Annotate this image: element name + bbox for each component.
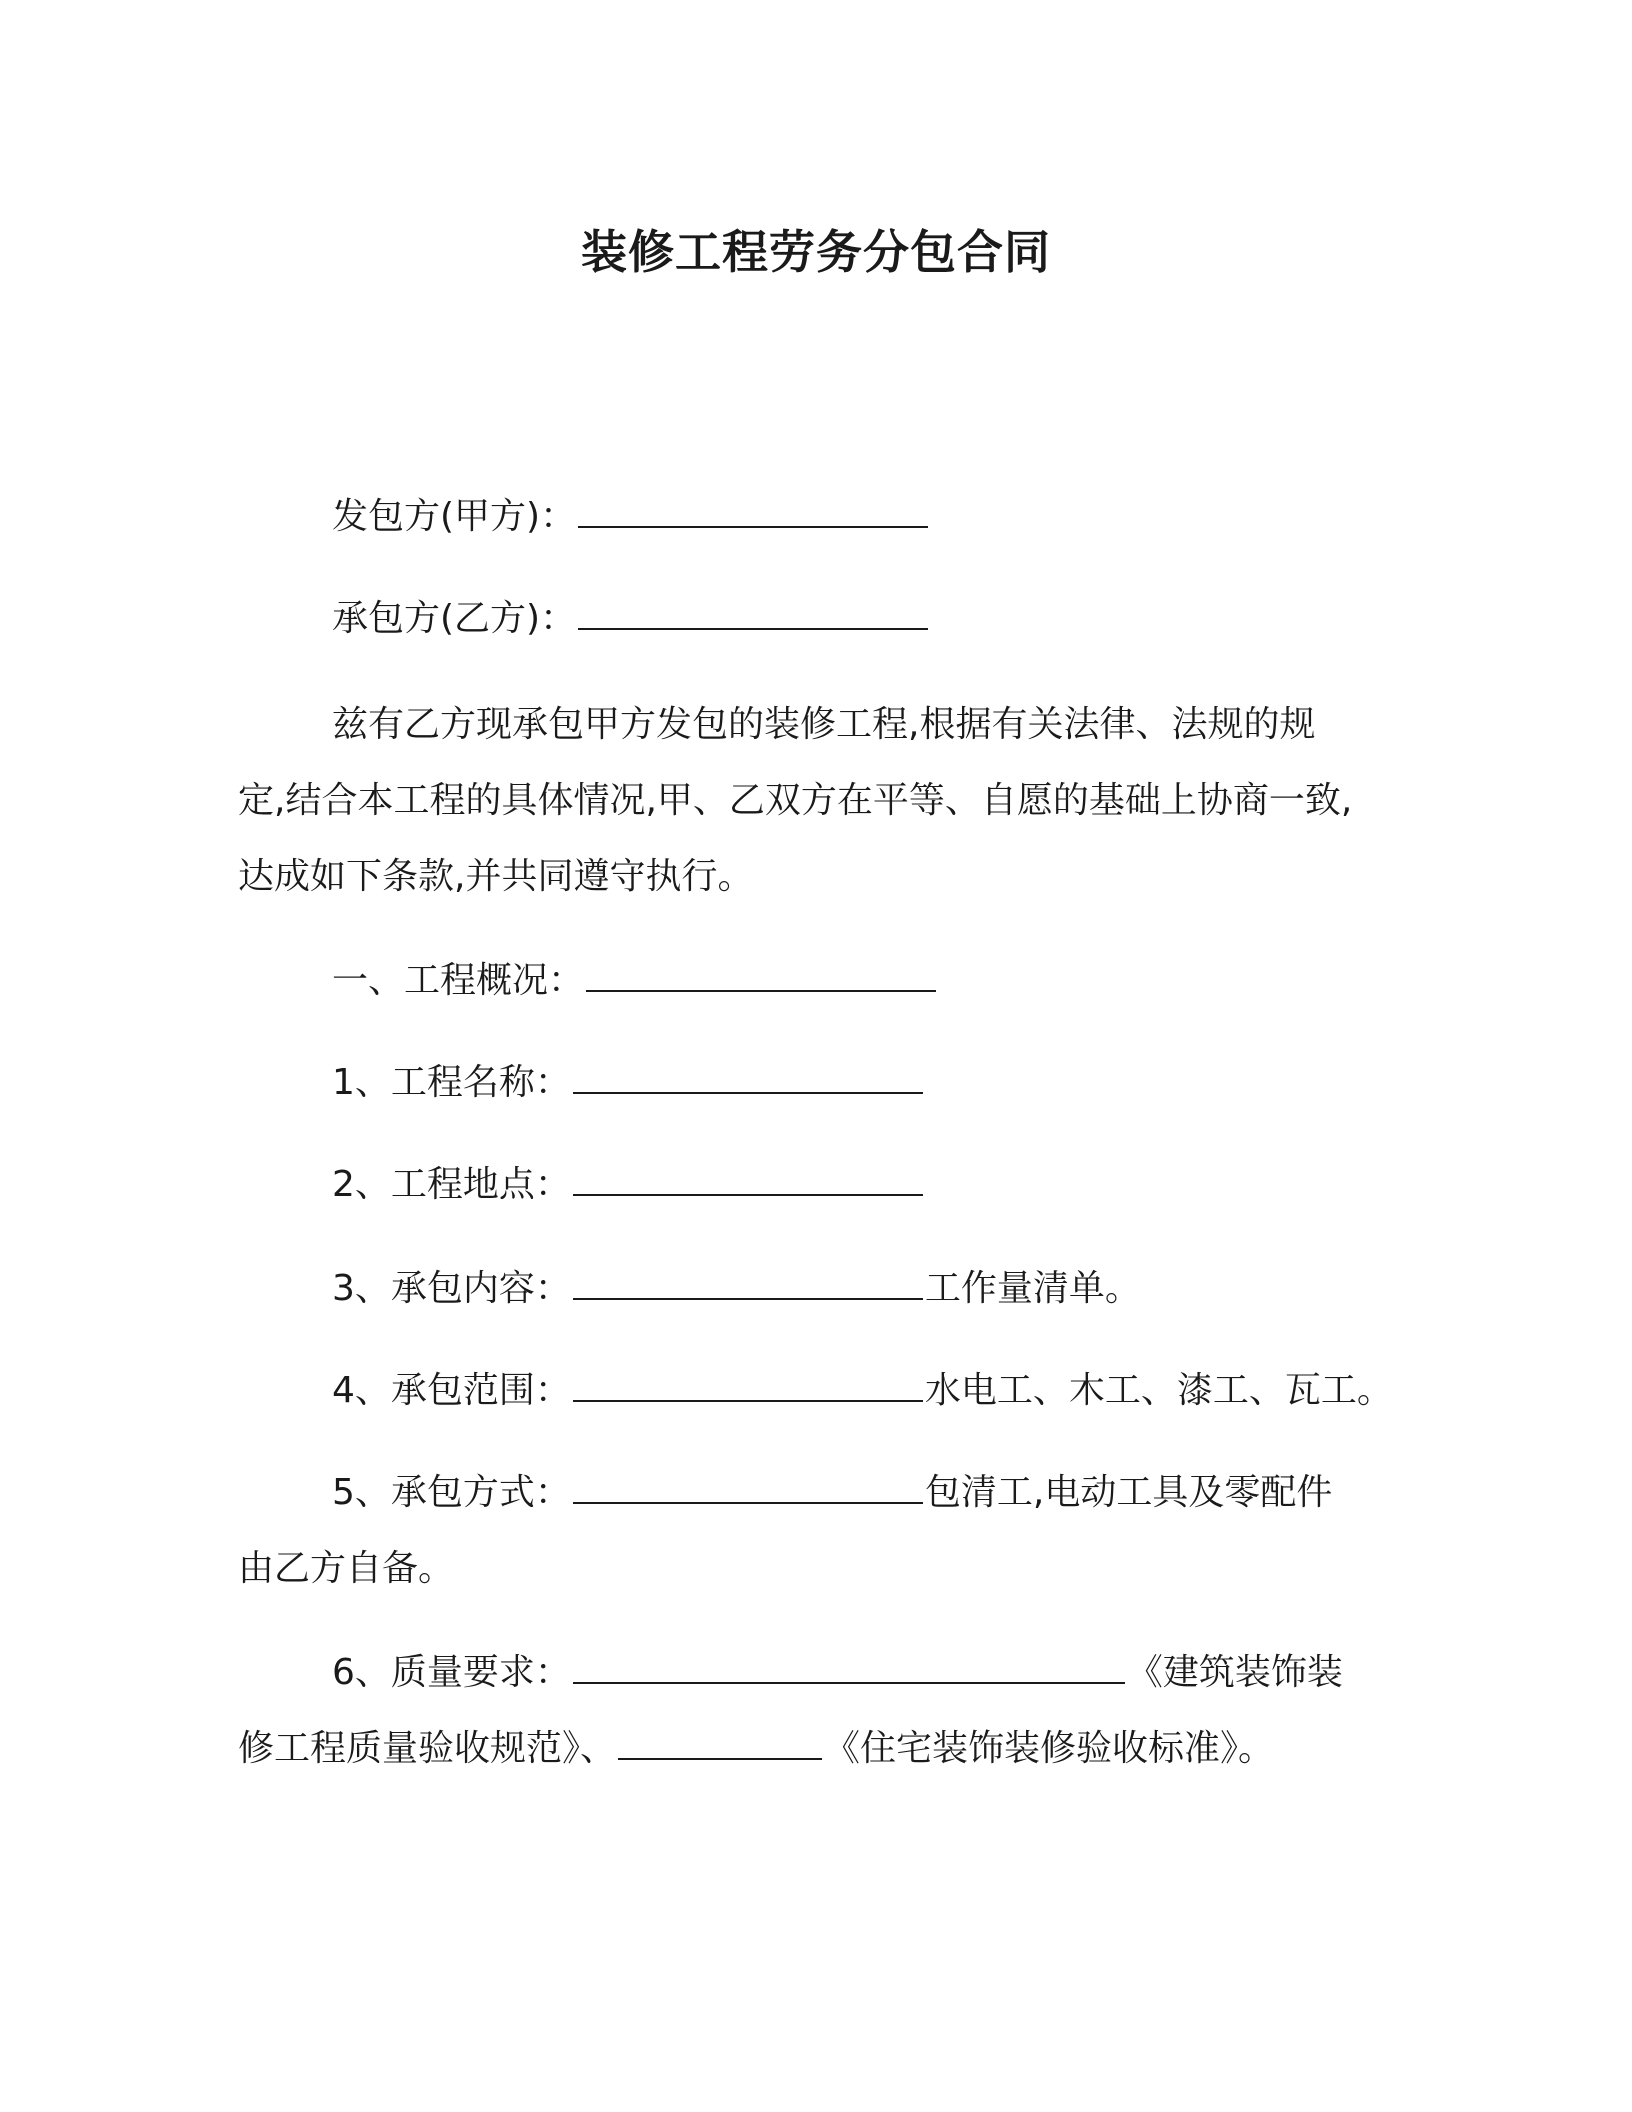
preamble-line-1: 兹有乙方现承包甲方发包的装修工程,根据有关法律、法规的规 <box>332 704 1316 745</box>
item3-label: 3、承包内容： <box>332 1268 571 1309</box>
section1-blank[interactable] <box>586 958 936 992</box>
item4-blank[interactable] <box>573 1368 923 1402</box>
party-a-blank[interactable] <box>578 494 928 528</box>
item2-line <box>332 1162 925 1208</box>
item4-suffix: 水电工、木工、漆工、瓦工。 <box>924 1370 1393 1411</box>
item3-blank[interactable] <box>573 1266 923 1300</box>
item3-suffix: 工作量清单。 <box>924 1268 1141 1309</box>
preamble-line-3: 达成如下条款,并共同遵守执行。 <box>238 856 754 897</box>
item5-line <box>332 1470 1332 1516</box>
party-a-label: 发包方(甲方)： <box>332 496 577 537</box>
item4-line <box>332 1368 1393 1414</box>
item2-blank[interactable] <box>573 1162 923 1196</box>
item6-cont-suffix: 《住宅装饰装修验收标准》。 <box>824 1728 1275 1769</box>
party-a-line <box>332 494 930 540</box>
item1-blank[interactable] <box>573 1060 923 1094</box>
item6-continuation <box>238 1726 1274 1772</box>
item6-cont-prefix: 修工程质量验收规范》、 <box>238 1728 617 1769</box>
item6-cont-blank[interactable] <box>618 1726 822 1760</box>
item4-label: 4、承包范围： <box>332 1370 571 1411</box>
item6-line <box>332 1650 1343 1696</box>
party-b-label: 承包方(乙方)： <box>332 598 577 639</box>
item5-suffix: 包清工,电动工具及零配件 <box>924 1472 1333 1513</box>
item6-label: 6、质量要求： <box>332 1652 571 1693</box>
section1-line <box>332 958 938 1004</box>
party-b-blank[interactable] <box>578 596 928 630</box>
preamble-line-2: 定,结合本工程的具体情况,甲、乙双方在平等、自愿的基础上协商一致, <box>238 780 1353 821</box>
item1-label: 1、工程名称： <box>332 1062 571 1103</box>
item2-label: 2、工程地点： <box>332 1164 571 1205</box>
document-title: 装修工程劳务分包合同 <box>581 225 1051 279</box>
item5-label: 5、承包方式： <box>332 1472 571 1513</box>
section1-heading: 一、工程概况： <box>332 960 585 1001</box>
item1-line <box>332 1060 925 1106</box>
item6-suffix: 《建筑装饰装 <box>1126 1652 1343 1693</box>
item3-line <box>332 1266 1141 1312</box>
item6-blank[interactable] <box>573 1650 1125 1684</box>
item5-continuation: 由乙方自备。 <box>238 1548 455 1589</box>
party-b-line <box>332 596 930 642</box>
item5-blank[interactable] <box>573 1470 923 1504</box>
